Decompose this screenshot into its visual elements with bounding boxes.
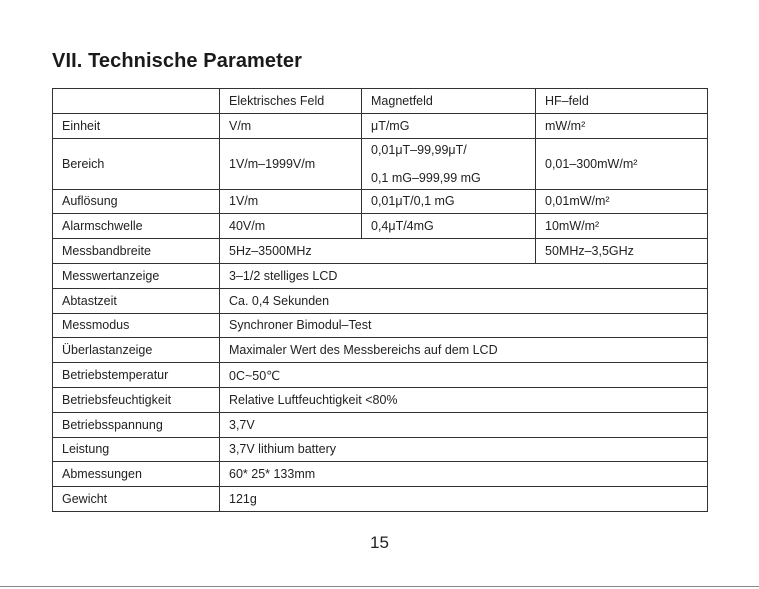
table-row-einheit bbox=[53, 113, 708, 138]
table-row bbox=[53, 288, 708, 313]
table-row-bereich bbox=[53, 138, 708, 189]
cell-hf: 50MHz–3,5GHz bbox=[536, 239, 708, 264]
row-label: Messbandbreite bbox=[53, 239, 220, 264]
row-value: 3–1/2 stelliges LCD bbox=[220, 263, 708, 288]
table-row bbox=[53, 263, 708, 288]
cell-magnetic: μT/mG bbox=[362, 113, 536, 138]
bottom-divider bbox=[0, 586, 759, 587]
cell-electric: 1V/m bbox=[220, 189, 362, 214]
cell-electric-magnetic: 5Hz–3500MHz bbox=[220, 239, 536, 264]
row-label: Betriebstemperatur bbox=[53, 363, 220, 388]
cell-hf: 10mW/m² bbox=[536, 214, 708, 239]
cell-hf: mW/m² bbox=[536, 113, 708, 138]
row-value: Maximaler Wert des Messbereichs auf dem LCD bbox=[220, 338, 708, 363]
cell-magnetic: 0,01μT/0,1 mG bbox=[362, 189, 536, 214]
row-value: Synchroner Bimodul–Test bbox=[220, 313, 708, 338]
cell-hf: 0,01–300mW/m² bbox=[536, 138, 708, 189]
row-label: Bereich bbox=[53, 138, 220, 189]
technical-parameters-table bbox=[52, 88, 708, 512]
row-label: Einheit bbox=[53, 113, 220, 138]
magnetic-range-stack bbox=[371, 143, 535, 185]
table-row-messbandbreite bbox=[53, 239, 708, 264]
magnetic-range-milligauss: 0,1 mG–999,99 mG bbox=[371, 170, 481, 185]
row-value: 121g bbox=[220, 487, 708, 512]
row-value: Relative Luftfeuchtigkeit <80% bbox=[220, 387, 708, 412]
row-label: Abmessungen bbox=[53, 462, 220, 487]
row-label: Leistung bbox=[53, 437, 220, 462]
page-title: VII. Technische Parameter bbox=[52, 50, 303, 72]
row-value: 0C~50℃ bbox=[220, 363, 708, 388]
table-row bbox=[53, 387, 708, 412]
table-row bbox=[53, 412, 708, 437]
table-row-alarmschwelle bbox=[53, 214, 708, 239]
row-label: Messmodus bbox=[53, 313, 220, 338]
table-row bbox=[53, 487, 708, 512]
cell-electric: 40V/m bbox=[220, 214, 362, 239]
row-label: Auflösung bbox=[53, 189, 220, 214]
table-row bbox=[53, 462, 708, 487]
cell-magnetic bbox=[362, 138, 536, 189]
row-label: Alarmschwelle bbox=[53, 214, 220, 239]
table-row bbox=[53, 363, 708, 388]
table-row-aufloesung bbox=[53, 189, 708, 214]
row-label: Betriebsfeuchtigkeit bbox=[53, 387, 220, 412]
table-row bbox=[53, 338, 708, 363]
row-value: 3,7V bbox=[220, 412, 708, 437]
row-value: Ca. 0,4 Sekunden bbox=[220, 288, 708, 313]
table-header-row bbox=[53, 89, 708, 114]
row-value: 3,7V lithium battery bbox=[220, 437, 708, 462]
row-label: Abtastzeit bbox=[53, 288, 220, 313]
header-cell-electric-field: Elektrisches Feld bbox=[220, 89, 362, 114]
row-label: Überlastanzeige bbox=[53, 338, 220, 363]
row-label: Messwertanzeige bbox=[53, 263, 220, 288]
row-label: Betriebsspannung bbox=[53, 412, 220, 437]
header-cell-magnetic-field: Magnetfeld bbox=[362, 89, 536, 114]
table-row bbox=[53, 313, 708, 338]
cell-electric: 1V/m–1999V/m bbox=[220, 138, 362, 189]
page-number: 15 bbox=[370, 533, 389, 552]
header-cell-empty bbox=[53, 89, 220, 114]
magnetic-range-microtesla: 0,01μT–99,99μT/ bbox=[371, 142, 467, 157]
header-cell-hf-field: HF–feld bbox=[536, 89, 708, 114]
cell-electric: V/m bbox=[220, 113, 362, 138]
row-label: Gewicht bbox=[53, 487, 220, 512]
cell-magnetic: 0,4μT/4mG bbox=[362, 214, 536, 239]
table-row bbox=[53, 437, 708, 462]
cell-hf: 0,01mW/m² bbox=[536, 189, 708, 214]
row-value: 60* 25* 133mm bbox=[220, 462, 708, 487]
